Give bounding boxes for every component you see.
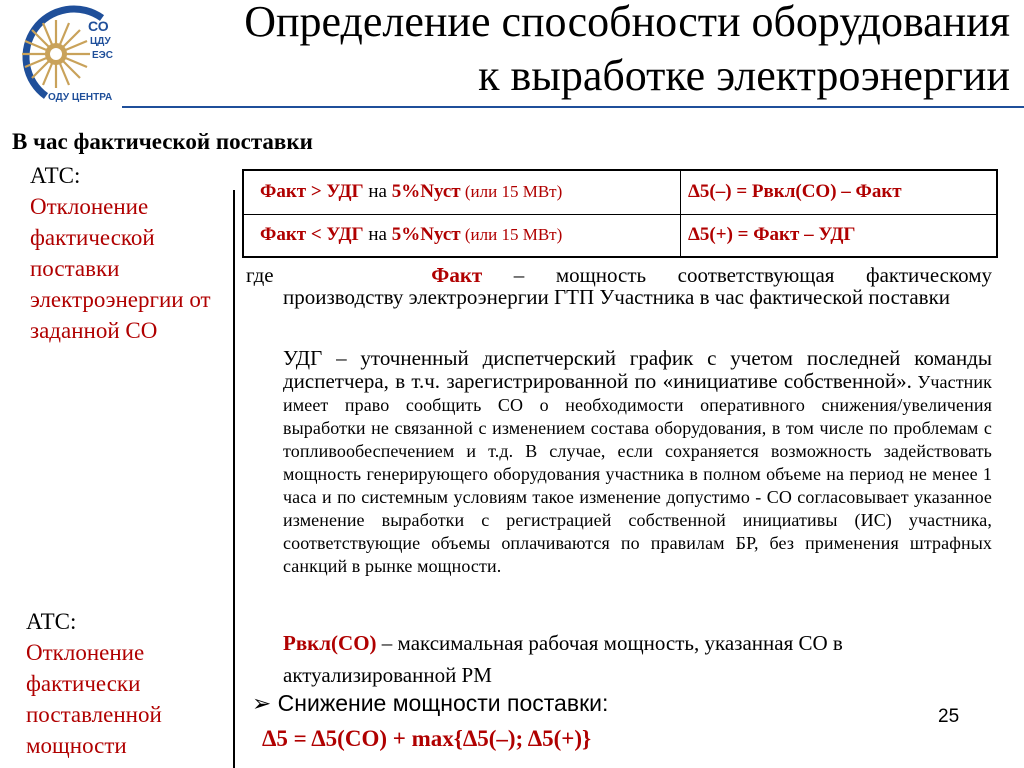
side-note-1: [30, 160, 230, 346]
udg-definition: УДГ – уточненный диспетчерский график с учетом последней команды диспетчера, в т.ч. зарегистрированной по «инициативе собственной».: [283, 346, 992, 393]
condition-connector: на: [363, 224, 392, 245]
side-note-1-label: АТС:: [30, 163, 81, 188]
pvkl-term: Pвкл(СО): [283, 631, 377, 655]
table-cell-result: [681, 171, 996, 214]
logo-line-3: ЕЭС: [92, 50, 114, 61]
condition-text: Факт < УДГ: [260, 224, 364, 245]
section-heading: В час фактической поставки: [12, 129, 313, 154]
where-word: где: [246, 263, 274, 287]
logo-line-1: СО: [88, 18, 109, 34]
fact-definition-rest: производству электроэнергии ГТП Участника в час фактической поставки: [283, 285, 951, 309]
result-formula: Δ5(+) = Факт – УДГ: [688, 224, 856, 245]
page-title-line-1: Определение способности оборудования: [244, 0, 1010, 46]
fact-definition-first: – мощность соответствующая фактическому: [513, 263, 993, 287]
result-formula: Δ5(–) = Pвкл(СО) – Факт: [688, 181, 902, 202]
definition-udg: [283, 347, 992, 577]
definition-pvkl: [283, 627, 992, 691]
table-row: [244, 214, 996, 257]
logo-caption: ОДУ ЦЕНТРА: [48, 92, 113, 103]
table-row: [244, 171, 996, 215]
bullet-arrow-icon: ➢: [252, 690, 272, 716]
condition-threshold: 5%Nуст: [391, 181, 461, 202]
table-cell-condition: [244, 214, 681, 257]
table-cell-condition: [244, 171, 681, 214]
side-note-2-text: Отклонение фактически поставленной мощности: [26, 640, 162, 758]
bullet-item: [252, 690, 608, 717]
fact-term: Факт: [431, 263, 483, 287]
side-note-2-label: АТС:: [26, 609, 77, 634]
formula-table: [242, 169, 998, 258]
definition-fact: [246, 264, 992, 308]
page-title-line-2: к выработке электроэнергии: [478, 51, 1010, 100]
side-note-1-text: Отклонение фактической поставки электроэнергии от заданной СО: [30, 194, 211, 343]
title-divider: [122, 106, 1024, 108]
udg-note: Участник имеет право сообщить СО о необходимости оперативного снижения/увеличения выработки не связанной с изменением состава оборудования, в том числе по проблемам с топливообеспечением и т.д. В случае, если сохраняется возможность задействовать мощность генерирующего оборудования участника в полном объеме на период не менее 1 часа и по системным условиям такое изменение допустимо - СО согласовывает указанное изменение выработки с регистрацией собственной инициативы (ИС) участника, соответствующие объемы оплачиваются по правилам БР, без применения штрафных санкций в рынке мощности.: [283, 372, 992, 576]
table-cell-result: [681, 214, 996, 257]
page-number: 25: [938, 706, 960, 727]
bullet-text: Снижение мощности поставки:: [277, 690, 609, 716]
condition-threshold: 5%Nуст: [391, 224, 461, 245]
condition-text: Факт > УДГ: [260, 181, 364, 202]
condition-alternative: (или 15 МВт): [460, 182, 563, 201]
condition-connector: на: [363, 181, 392, 202]
vertical-divider: [233, 190, 235, 768]
pvkl-definition: – максимальная рабочая мощность, указанная СО в актуализированной РМ: [283, 631, 843, 687]
logo: [6, 4, 122, 104]
condition-alternative: (или 15 МВт): [460, 225, 563, 244]
side-note-2: [26, 606, 226, 761]
main-formula: Δ5 = Δ5(СО) + max{Δ5(–); Δ5(+)}: [262, 726, 592, 751]
logo-line-2: ЦДУ: [90, 36, 111, 47]
